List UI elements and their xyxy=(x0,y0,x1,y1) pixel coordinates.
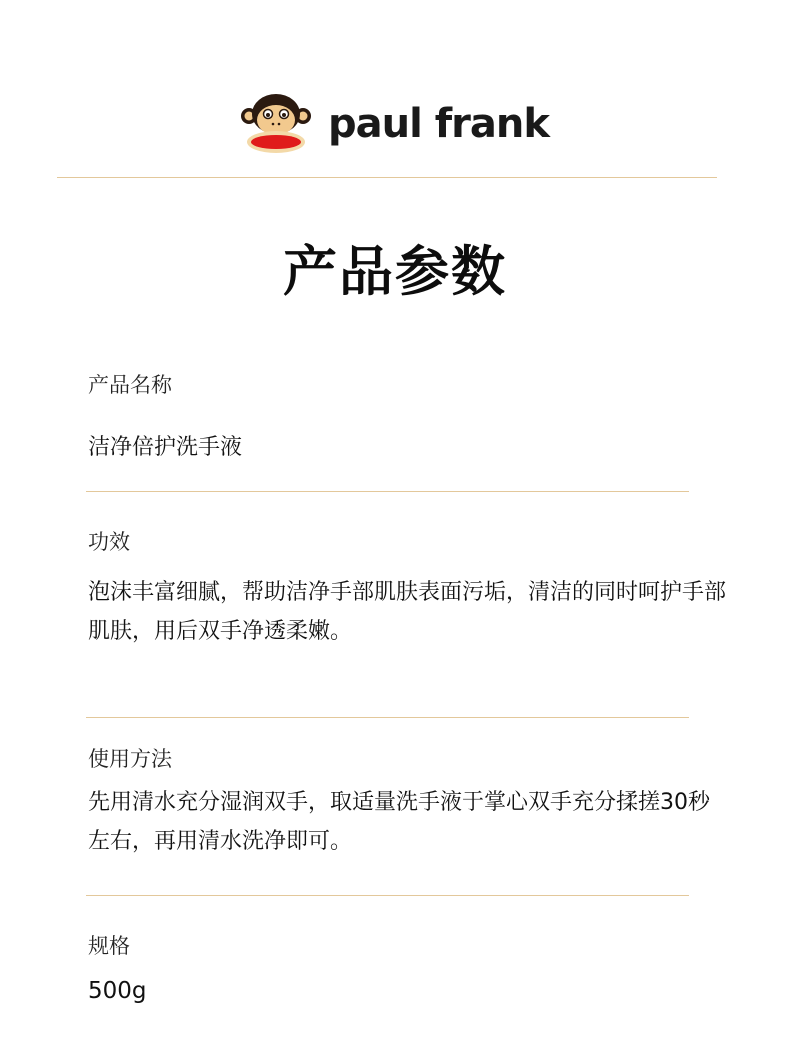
usage-label: 使用方法 xyxy=(88,747,172,771)
section-divider xyxy=(86,717,689,718)
monkey-face-icon xyxy=(240,92,312,156)
page-title: 产品参数 xyxy=(283,240,507,303)
header-divider xyxy=(57,177,717,178)
section-divider xyxy=(86,895,689,896)
spec-value: 500g xyxy=(88,978,147,1004)
usage-value: 先用清水充分湿润双手，取适量洗手液于掌心双手充分揉搓30秒左右，再用清水洗净即可。 xyxy=(88,790,710,854)
product-name-label: 产品名称 xyxy=(88,373,172,397)
spec-label: 规格 xyxy=(88,934,130,958)
brand-logo xyxy=(240,92,549,156)
effect-label: 功效 xyxy=(88,530,130,554)
section-divider xyxy=(86,491,689,492)
effect-value: 泡沫丰富细腻，帮助洁净手部肌肤表面污垢，清洁的同时呵护手部肌肤，用后双手净透柔嫩。 xyxy=(88,580,727,644)
product-name-value: 洁净倍护洗手液 xyxy=(88,435,243,460)
brand-name: paul frank xyxy=(328,101,549,147)
